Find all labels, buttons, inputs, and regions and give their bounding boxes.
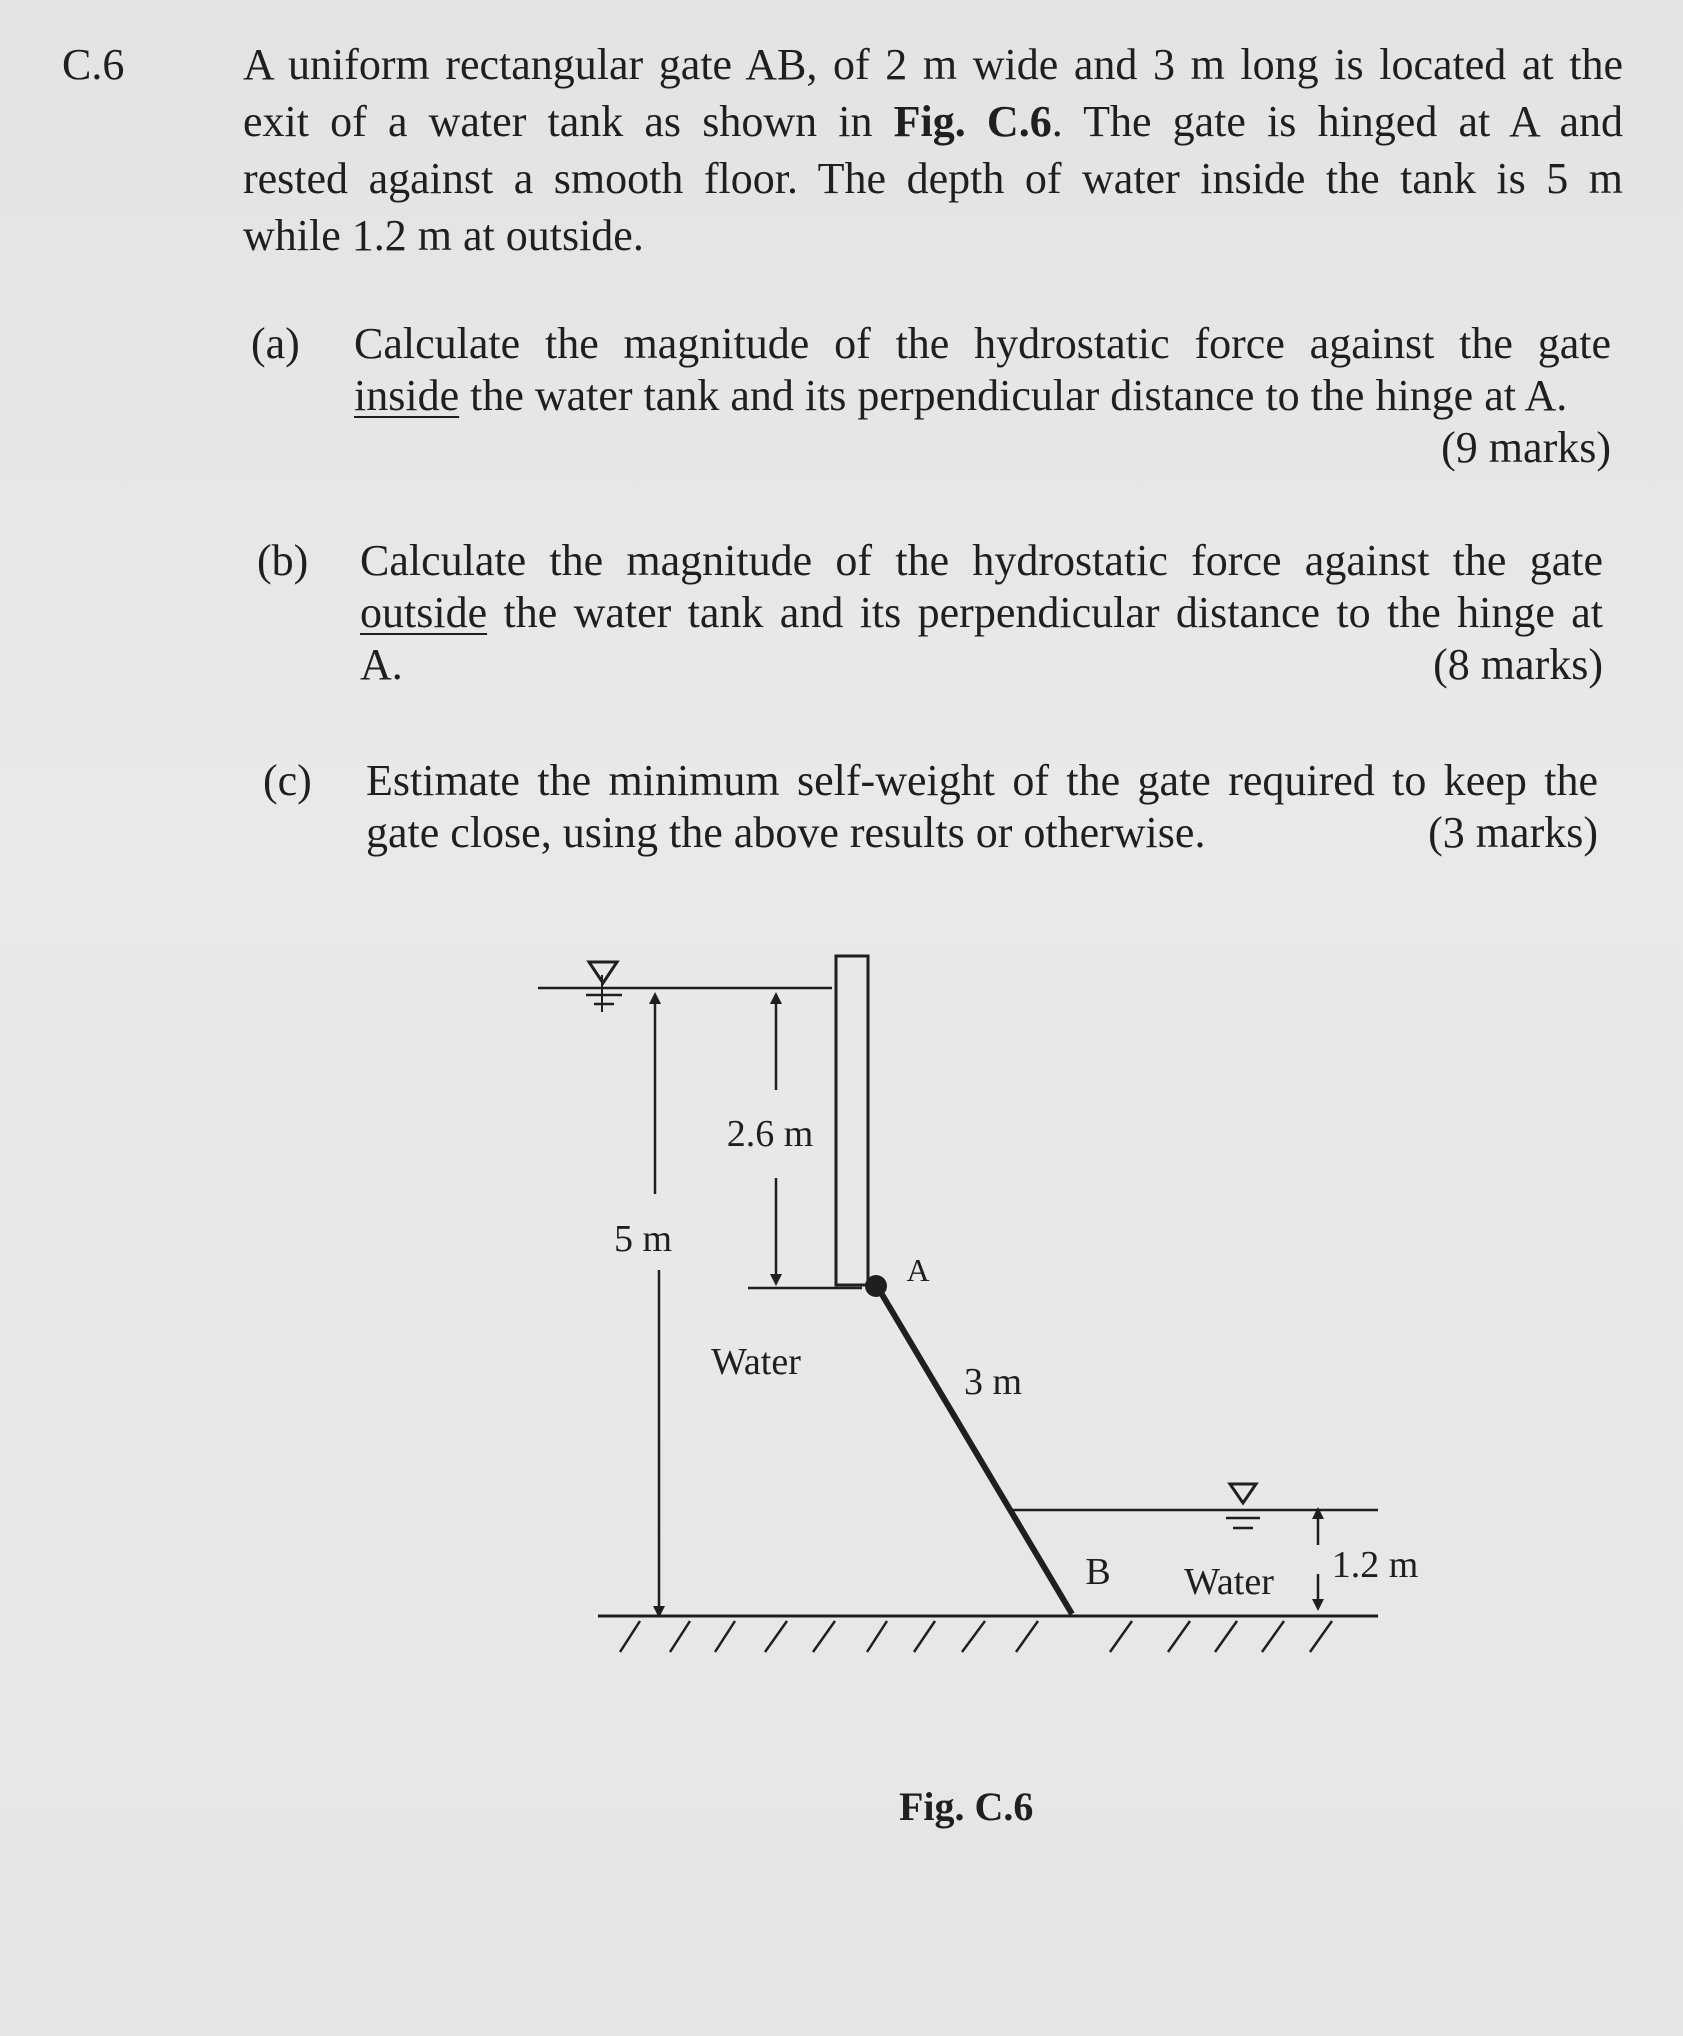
label-hinge-a: A: [906, 1252, 930, 1288]
label-5m: 5 m: [613, 1218, 673, 1260]
floor-hatching: [620, 1621, 1332, 1652]
hinge-a: [865, 1275, 887, 1297]
part-a-label: (a): [251, 319, 300, 368]
part-a-line-1: Calculate the magnitude of the hydrostatic force against the gate: [354, 319, 1611, 368]
label-b: B: [1085, 1551, 1111, 1593]
part-b-label: (b): [257, 536, 309, 585]
label-2-6m: 2.6 m: [726, 1113, 814, 1155]
part-b-underlined-word: outside: [360, 588, 488, 637]
figure-reference: Fig. C.6: [893, 97, 1052, 146]
label-3m: 3 m: [963, 1361, 1023, 1403]
part-a-underlined-word: inside: [354, 371, 460, 420]
question-number: C.6: [62, 40, 125, 89]
intro-line-1: A uniform rectangular gate AB, of 2 m wide and 3 m long is located at the: [243, 40, 1623, 89]
intro-line-2a: exit of a water tank as shown in: [243, 97, 873, 146]
tank-wall: [836, 956, 868, 1285]
part-a-line-2-rest: the water tank and its perpendicular distance to the hinge at A.: [459, 371, 1568, 420]
outside-water-level-triangle-icon: [1230, 1484, 1256, 1503]
figure-caption: Fig. C.6: [899, 1784, 1034, 1829]
part-b-marks: (8 marks): [1433, 640, 1603, 689]
intro-line-4: while 1.2 m at outside.: [243, 211, 644, 260]
part-c-line-1: Estimate the minimum self-weight of the gate required to keep the: [366, 756, 1598, 805]
gate-ab: [877, 1286, 1072, 1614]
inside-water-surface: [538, 962, 832, 1012]
intro-line-3: rested against a smooth floor. The depth of water inside the tank is 5 m: [243, 154, 1623, 203]
part-c-label: (c): [263, 756, 312, 805]
part-b-line-2-rest: the water tank and its perpendicular distance to the hinge at: [487, 588, 1603, 637]
floor: [598, 1616, 1378, 1652]
part-c-line-2: gate close, using the above results or otherwise.: [366, 808, 1206, 857]
part-c-marks: (3 marks): [1428, 808, 1598, 857]
dimension-5m: [655, 998, 659, 1612]
label-water-outside: Water: [1184, 1561, 1274, 1603]
part-b-line-1: Calculate the magnitude of the hydrostatic force against the gate: [360, 536, 1603, 585]
intro-line-2b: . The gate is hinged at A and: [1051, 97, 1623, 146]
label-1-2m: 1.2 m: [1331, 1544, 1419, 1586]
label-water-inside: Water: [711, 1341, 801, 1383]
part-a-marks: (9 marks): [1441, 423, 1611, 472]
part-b-line-3: A.: [360, 640, 403, 689]
outside-water-surface: [1010, 1484, 1378, 1528]
